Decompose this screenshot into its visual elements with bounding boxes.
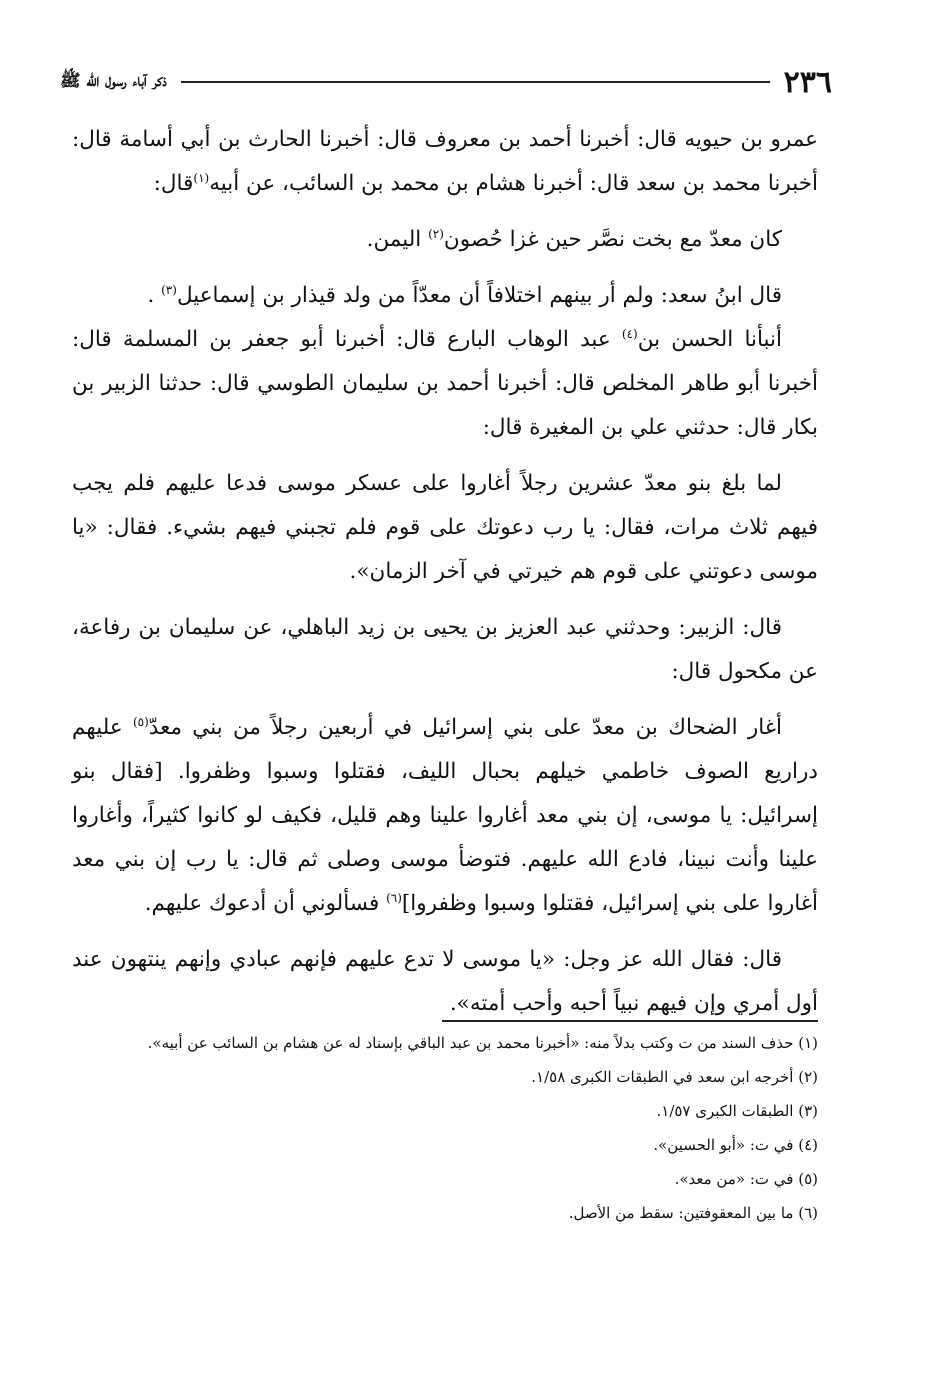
paragraph: [72, 462, 818, 594]
footnote-marker: (٦): [386, 890, 402, 905]
text-run: قال ابنُ سعد: ولم أر بينهم اختلافاً أن معدّاً من ولد قيذار بن إسماعيل: [176, 283, 782, 308]
paragraph: [72, 938, 818, 1026]
main-text: [72, 118, 818, 1026]
footnote: (١) حذف السند من ت وكتب بدلاً منه: «أخبرنا محمد بن عبد الباقي بإسناد له عن هشام بن السائب عن أبيه».: [147, 1034, 818, 1052]
footnote-marker: (٢): [428, 226, 444, 241]
text-run: عمرو بن حيويه قال: أخبرنا أحمد بن معروف قال: أخبرنا الحارث بن أبي أسامة قال: أخبرنا محمد بن سعد قال: أخبرنا هشام بن محمد بن السائب، عن أبيه: [72, 127, 818, 196]
footnote-marker: (١): [193, 170, 210, 185]
footnote: (٥) في ت: «من معد».: [674, 1170, 818, 1188]
footnote-marker: (٥): [132, 714, 149, 729]
paragraph: [72, 706, 818, 926]
footnote: (٤) في ت: «أبو الحسين».: [653, 1136, 818, 1154]
paragraph: [72, 606, 818, 694]
text-run: لما بلغ بنو معدّ عشرين رجلاً أغاروا على عسكر موسى فدعا عليهم فلم يجب فيهم ثلاث مرات، فقال: يا رب دعوتك على قوم فلم تجبني فيهم بشيء. فقال: «يا موسى دعوتني على قوم هم خيرتي في آخر الزمان».: [72, 471, 818, 584]
text-run: قال: الزبير: وحدثني عبد العزيز بن يحيى بن زيد الباهلي، عن سليمان بن رفاعة، عن مكحول قال:: [72, 615, 818, 684]
footnote-separator: [442, 1020, 818, 1022]
text-run: أغار الضحاك بن معدّ على بني إسرائيل في أربعين رجلاً من بني معدّ: [148, 715, 782, 740]
text-run: قال: فقال الله عز وجل: «يا موسى لا تدع عليهم فإنهم عبادي وإنهم ينتهون عند أول أمري وإن فيهم نبياً أحبه وأحب أمته».: [72, 947, 818, 1016]
header-rule: [181, 81, 770, 83]
paragraph: [72, 118, 818, 206]
text-run: عبد الوهاب البارع قال: أخبرنا أبو جعفر بن المسلمة قال: أخبرنا أبو طاهر المخلص قال: أخبرنا أحمد بن سليمان الطوسي قال: حدثنا الزبير بن بكار قال: حدثني علي بن المغيرة قال:: [72, 327, 818, 440]
footnote-marker: (٣): [161, 282, 177, 297]
running-title: ذكر آباء رسول الله ﷺ: [60, 70, 167, 91]
text-run: قال:: [153, 171, 194, 196]
footnote-marker: (٤): [621, 326, 638, 341]
page-number: ٢٣٦: [783, 64, 832, 100]
text-run: أنبأنا الحسن بن: [637, 327, 783, 352]
paragraph: [72, 274, 818, 318]
page-header: [60, 62, 832, 102]
paragraph: [72, 218, 818, 262]
footnote: (٣) الطبقات الكبرى ١/٥٧.: [656, 1102, 818, 1120]
paragraph: [72, 318, 818, 450]
text-run: عليهم دراريع الصوف خاطمي خيلهم بحبال الليف، فقتلوا وسبوا وظفروا. [فقال بنو إسرائيل: يا موسى، إن بني معد أغاروا علينا وهم قليل، فكيف لو كانوا كثيراً، وأغاروا علينا وأنت نبينا، فادع الله عليهم. فتوضأ موسى وصلى ثم قال: يا رب إن بني معد أغاروا على بني إسرائيل، فقتلوا وسبوا وظفروا]: [72, 715, 818, 916]
text-run: فسألوني أن أدعوك عليهم.: [144, 891, 387, 916]
text-run: كان معدّ مع بخت نصَّر حين غزا حُصون: [443, 227, 782, 252]
footnote: (٢) أخرجه ابن سعد في الطبقات الكبرى ١/٥٨.: [531, 1068, 818, 1086]
footnote: (٦) ما بين المعقوفتين: سقط من الأصل.: [568, 1204, 818, 1222]
footnotes: [72, 1026, 818, 1230]
text-run: .: [147, 283, 162, 308]
text-run: اليمن.: [366, 227, 429, 252]
